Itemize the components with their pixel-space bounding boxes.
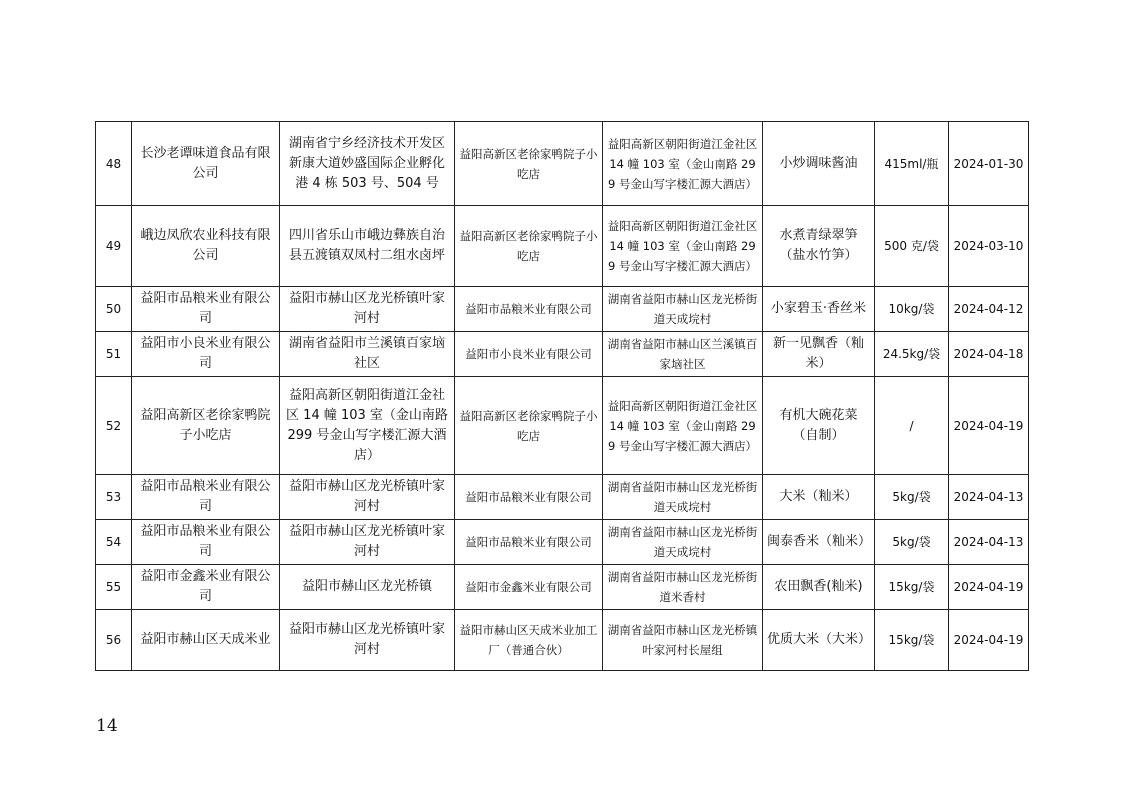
- production-date-cell: 2024-04-19: [949, 565, 1029, 610]
- product-spec-cell: 500 克/袋: [875, 206, 949, 287]
- manufacturer-name-cell: 益阳市赫山区天成米业: [132, 610, 280, 671]
- table-row: [96, 565, 1029, 610]
- row-number-cell: 55: [96, 565, 132, 610]
- product-spec-cell: 415ml/瓶: [875, 122, 949, 206]
- manufacturer-name-cell: 益阳市品粮米业有限公司: [132, 287, 280, 332]
- seller-name-cell: 益阳高新区老徐家鸭院子小吃店: [455, 122, 603, 206]
- seller-name-cell: 益阳市品粮米业有限公司: [455, 520, 603, 565]
- product-name-cell: 水煮青绿翠笋（盐水竹笋）: [763, 206, 875, 287]
- table-row: [96, 287, 1029, 332]
- manufacturer-name-cell: 峨边凤欣农业科技有限公司: [132, 206, 280, 287]
- seller-address-cell: 益阳高新区朝阳街道江金社区 14 幢 103 室（金山南路 299 号金山写字楼汇源大酒店）: [603, 122, 763, 206]
- seller-name-cell: 益阳市小良米业有限公司: [455, 332, 603, 377]
- production-date-cell: 2024-01-30: [949, 122, 1029, 206]
- product-name-cell: 新一见飘香（籼米）: [763, 332, 875, 377]
- production-date-cell: 2024-04-19: [949, 377, 1029, 475]
- product-name-cell: 优质大米（大米）: [763, 610, 875, 671]
- table-row: [96, 377, 1029, 475]
- sampling-records-table: [95, 121, 1029, 671]
- seller-address-cell: 湖南省益阳市赫山区龙光桥镇叶家河村长屋组: [603, 610, 763, 671]
- seller-address-cell: 益阳高新区朝阳街道江金社区 14 幢 103 室（金山南路 299 号金山写字楼汇源大酒店）: [603, 206, 763, 287]
- table-row: [96, 610, 1029, 671]
- row-number-cell: 50: [96, 287, 132, 332]
- production-date-cell: 2024-04-12: [949, 287, 1029, 332]
- production-date-cell: 2024-04-13: [949, 475, 1029, 520]
- production-date-cell: 2024-04-19: [949, 610, 1029, 671]
- seller-address-cell: 湖南省益阳市赫山区龙光桥街道天成垸村: [603, 475, 763, 520]
- manufacturer-name-cell: 益阳市品粮米业有限公司: [132, 475, 280, 520]
- product-name-cell: 有机大碗花菜（自制）: [763, 377, 875, 475]
- product-name-cell: 大米（籼米）: [763, 475, 875, 520]
- seller-address-cell: 湖南省益阳市赫山区龙光桥街道天成垸村: [603, 520, 763, 565]
- product-name-cell: 小家碧玉·香丝米: [763, 287, 875, 332]
- table-row: [96, 206, 1029, 287]
- manufacturer-name-cell: 长沙老谭味道食品有限公司: [132, 122, 280, 206]
- table-row: [96, 332, 1029, 377]
- row-number-cell: 54: [96, 520, 132, 565]
- manufacturer-address-cell: 湖南省宁乡经济技术开发区新康大道妙盛国际企业孵化港 4 栋 503 号、504 号: [280, 122, 455, 206]
- manufacturer-address-cell: 益阳高新区朝阳街道江金社区 14 幢 103 室（金山南路 299 号金山写字楼汇源大酒店）: [280, 377, 455, 475]
- seller-address-cell: 湖南省益阳市赫山区龙光桥街道天成垸村: [603, 287, 763, 332]
- product-spec-cell: 5kg/袋: [875, 520, 949, 565]
- seller-address-cell: 湖南省益阳市赫山区龙光桥街道米香村: [603, 565, 763, 610]
- seller-name-cell: 益阳市品粮米业有限公司: [455, 475, 603, 520]
- row-number-cell: 49: [96, 206, 132, 287]
- table-row: [96, 122, 1029, 206]
- manufacturer-name-cell: 益阳市品粮米业有限公司: [132, 520, 280, 565]
- row-number-cell: 53: [96, 475, 132, 520]
- product-spec-cell: 15kg/袋: [875, 565, 949, 610]
- seller-name-cell: 益阳市赫山区天成米业加工厂（普通合伙）: [455, 610, 603, 671]
- manufacturer-address-cell: 益阳市赫山区龙光桥镇叶家河村: [280, 287, 455, 332]
- production-date-cell: 2024-04-18: [949, 332, 1029, 377]
- product-spec-cell: 15kg/袋: [875, 610, 949, 671]
- production-date-cell: 2024-04-13: [949, 520, 1029, 565]
- seller-address-cell: 湖南省益阳市赫山区兰溪镇百家垴社区: [603, 332, 763, 377]
- production-date-cell: 2024-03-10: [949, 206, 1029, 287]
- manufacturer-address-cell: 益阳市赫山区龙光桥镇叶家河村: [280, 475, 455, 520]
- manufacturer-name-cell: 益阳市小良米业有限公司: [132, 332, 280, 377]
- manufacturer-address-cell: 益阳市赫山区龙光桥镇: [280, 565, 455, 610]
- seller-name-cell: 益阳高新区老徐家鸭院子小吃店: [455, 377, 603, 475]
- seller-address-cell: 益阳高新区朝阳街道江金社区 14 幢 103 室（金山南路 299 号金山写字楼汇源大酒店）: [603, 377, 763, 475]
- table-row: [96, 475, 1029, 520]
- product-name-cell: 小炒调味酱油: [763, 122, 875, 206]
- product-spec-cell: 24.5kg/袋: [875, 332, 949, 377]
- table-row: [96, 520, 1029, 565]
- product-name-cell: 闽泰香米（籼米）: [763, 520, 875, 565]
- product-spec-cell: 5kg/袋: [875, 475, 949, 520]
- seller-name-cell: 益阳高新区老徐家鸭院子小吃店: [455, 206, 603, 287]
- manufacturer-address-cell: 益阳市赫山区龙光桥镇叶家河村: [280, 610, 455, 671]
- row-number-cell: 56: [96, 610, 132, 671]
- table-body: [96, 122, 1029, 671]
- manufacturer-name-cell: 益阳高新区老徐家鸭院子小吃店: [132, 377, 280, 475]
- product-spec-cell: /: [875, 377, 949, 475]
- page-number: 14: [96, 716, 118, 736]
- row-number-cell: 52: [96, 377, 132, 475]
- manufacturer-address-cell: 益阳市赫山区龙光桥镇叶家河村: [280, 520, 455, 565]
- product-name-cell: 农田飘香(籼米): [763, 565, 875, 610]
- manufacturer-address-cell: 湖南省益阳市兰溪镇百家垴社区: [280, 332, 455, 377]
- manufacturer-address-cell: 四川省乐山市峨边彝族自治县五渡镇双凤村二组水卤坪: [280, 206, 455, 287]
- row-number-cell: 51: [96, 332, 132, 377]
- product-spec-cell: 10kg/袋: [875, 287, 949, 332]
- manufacturer-name-cell: 益阳市金鑫米业有限公司: [132, 565, 280, 610]
- row-number-cell: 48: [96, 122, 132, 206]
- seller-name-cell: 益阳市品粮米业有限公司: [455, 287, 603, 332]
- seller-name-cell: 益阳市金鑫米业有限公司: [455, 565, 603, 610]
